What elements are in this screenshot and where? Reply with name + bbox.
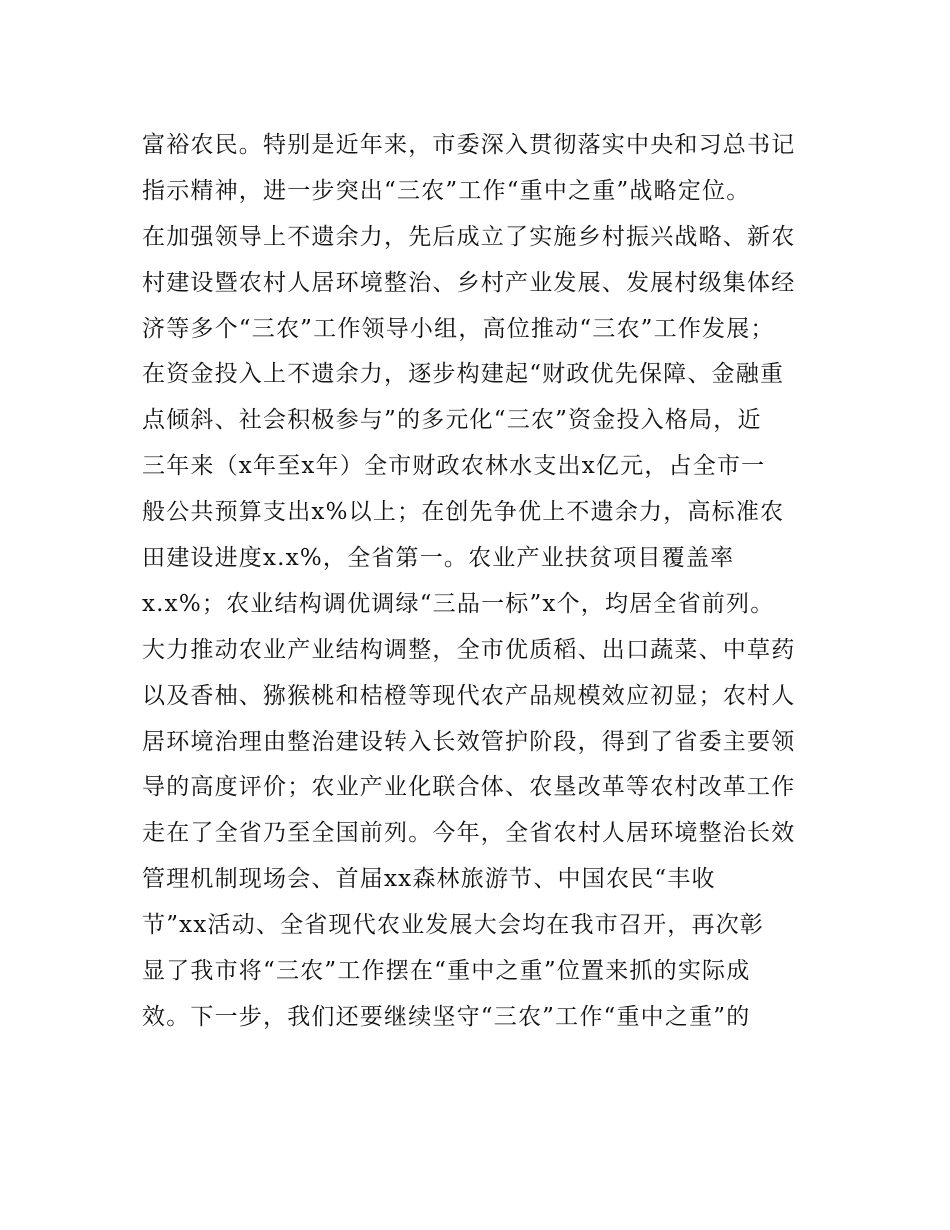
text-line: 在加强领导上不遗余力，先后成立了实施乡村振兴战略、新农 bbox=[142, 223, 796, 250]
text-line: 大力推动农业产业结构调整，全市优质稻、出口蔬菜、中草药 bbox=[142, 636, 796, 663]
text-line: 指示精神，进一步突出“三农”工作“重中之重”战略定位。 bbox=[142, 177, 751, 204]
text-line: 田建设进度x.x%，全省第一。农业产业扶贫项目覆盖率 bbox=[142, 545, 735, 572]
text-line: 居环境治理由整治建设转入长效管护阶段，得到了省委主要领 bbox=[142, 728, 796, 755]
text-line: 管理机制现场会、首届xx森林旅游节、中国农民“丰收 bbox=[142, 866, 716, 893]
text-line: 节”xx活动、全省现代农业发展大会均在我市召开，再次彰 bbox=[142, 912, 765, 939]
text-line: x.x%；农业结构调优调绿“三品一标”x个，均居全省前列。 bbox=[142, 590, 775, 617]
text-line: 富裕农民。特别是近年来，市委深入贯彻落实中央和习总书记 bbox=[142, 132, 796, 158]
text-line: 济等多个“三农”工作领导小组，高位推动“三农”工作发展； bbox=[142, 315, 775, 342]
text-line: 以及香柚、猕猴桃和桔橙等现代农产品规模效应初显；农村人 bbox=[142, 682, 796, 709]
text-line: 在资金投入上不遗余力，逐步构建起“财政优先保障、金融重 bbox=[142, 361, 785, 388]
text-line: 导的高度评价；农业产业化联合体、农垦改革等农村改革工作 bbox=[142, 774, 796, 801]
text-line: 效。下一步，我们还要继续坚守“三农”工作“重中之重”的 bbox=[142, 1003, 751, 1030]
text-line: 显了我市将“三农”工作摆在“重中之重”位置来抓的实际成 bbox=[142, 958, 751, 985]
text-line: 点倾斜、社会积极参与”的多元化“三农”资金投入格局，近 bbox=[142, 407, 762, 434]
text-line: 三年来（x年至x年）全市财政农林水支出x亿元，占全市一 bbox=[142, 453, 766, 480]
text-line: 般公共预算支出x%以上；在创先争优上不遗余力，高标准农 bbox=[142, 499, 785, 526]
text-line: 村建设暨农村人居环境整治、乡村产业发展、发展村级集体经 bbox=[142, 269, 796, 296]
text-line: 走在了全省乃至全国前列。今年，全省农村人居环境整治长效 bbox=[142, 820, 796, 847]
body-text bbox=[142, 123, 822, 1041]
